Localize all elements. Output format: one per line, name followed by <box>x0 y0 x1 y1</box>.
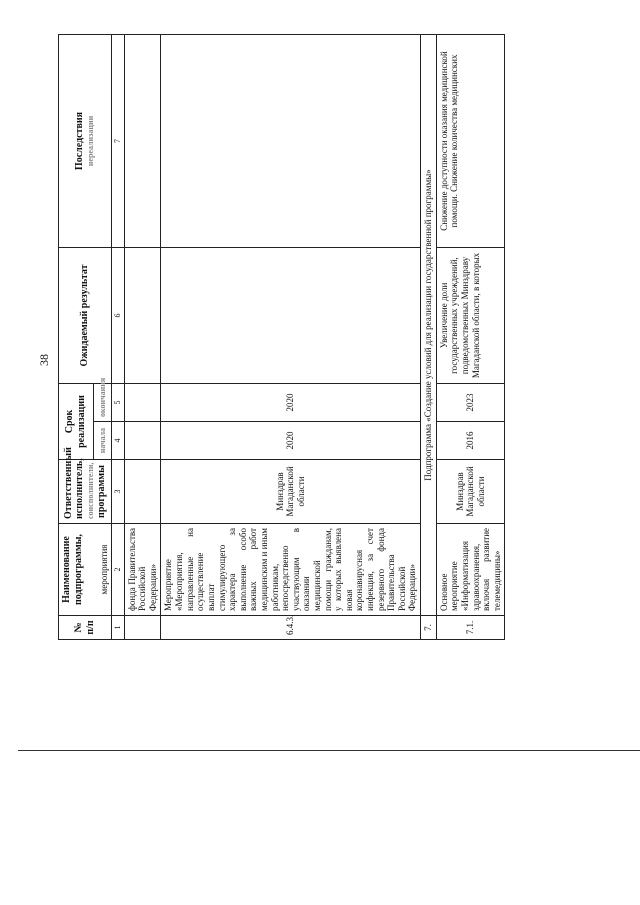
row-643-result <box>161 248 421 384</box>
table-row-7-1 <box>436 35 505 640</box>
cont-end-cell <box>124 384 161 422</box>
page-divider-line <box>18 750 640 751</box>
row-7-num: 7. <box>421 616 437 640</box>
row-71-start: 2016 <box>436 422 505 460</box>
header-exec-top: Ответственный исполнитель, <box>62 447 86 519</box>
row-643-end: 2020 <box>161 384 421 422</box>
header-term-end: окончания <box>94 384 112 422</box>
header-exec-faded: соисполнители, <box>86 462 96 519</box>
row-643-executor: Минздрав Магаданской области <box>161 460 421 524</box>
program-table <box>58 34 505 640</box>
header-name-bottom: мероприятия <box>98 544 109 595</box>
col-number-5: 5 <box>112 384 124 422</box>
row-71-num: 7.1. <box>436 616 505 640</box>
header-row-1 <box>59 35 94 640</box>
header-name-top: Наименование подпрограммы, <box>61 534 84 605</box>
row-71-executor: Минздрав Магаданской области <box>436 460 505 524</box>
header-num-label: № п/п <box>73 620 97 635</box>
cont-result-cell <box>124 248 161 384</box>
table-row-subprogram-7 <box>421 35 437 640</box>
column-number-row <box>112 35 124 640</box>
col-number-1: 1 <box>112 616 124 640</box>
row-71-end: 2023 <box>436 384 505 422</box>
header-term-start: начала <box>94 422 112 460</box>
cont-consequence-cell <box>124 35 161 248</box>
header-num <box>59 616 112 640</box>
row-71-consequence: Снижение доступности оказания медицинской помощи. Снижение количества медицинских <box>436 35 505 248</box>
page-number: 38 <box>37 354 51 366</box>
col-number-3: 3 <box>112 460 124 524</box>
cont-name-cell: фонда Правительства Российской Федерации» <box>124 524 161 616</box>
row-643-start: 2020 <box>161 422 421 460</box>
row-7-title: Подпрограмма «Создание условий для реализации государственной программы» <box>421 35 437 616</box>
header-executor <box>59 447 112 524</box>
header-term-label: Срок реализации <box>64 395 88 448</box>
header-name <box>59 524 112 616</box>
row-643-consequence <box>161 35 421 248</box>
row-643-num: 6.4.3. <box>161 616 421 640</box>
table-row-6-4-3 <box>161 35 421 640</box>
col-number-6: 6 <box>112 248 124 384</box>
header-exec-bottom: программы <box>95 465 107 518</box>
cont-executor-cell <box>124 460 161 524</box>
row-71-name: Основное мероприятие «Информатизация здравоохранения, включая развитие телемедицины» <box>436 524 505 616</box>
header-result <box>59 248 112 384</box>
row-71-result: Увеличение доли государственных учреждений, подведомственных Минздраву Магаданской области, в которых <box>436 248 505 384</box>
header-consequence-label: Последствия <box>74 111 86 171</box>
header-result-label: Ожидаемый результат <box>79 264 91 367</box>
header-consequence-faded: нереализации <box>86 115 96 167</box>
rotated-table-container <box>58 35 521 640</box>
cont-num-cell <box>124 616 161 640</box>
cont-start-cell <box>124 422 161 460</box>
header-consequence <box>59 35 112 248</box>
table-row-continuation <box>124 35 161 640</box>
col-number-7: 7 <box>112 35 124 248</box>
row-643-name: Мероприятие «Мероприятия, направленные на осуществление выплат стимулирующего характера за выполнение особо важных работ медицинским и иным работникам, непосредственно участвующим в оказании медицинской помощи гражданам, у которых выявлена новая коронавирусная инфекция, за счет резервного фонда Правительства Российской Федерации» <box>161 524 421 616</box>
col-number-4: 4 <box>112 422 124 460</box>
col-number-2: 2 <box>112 524 124 616</box>
